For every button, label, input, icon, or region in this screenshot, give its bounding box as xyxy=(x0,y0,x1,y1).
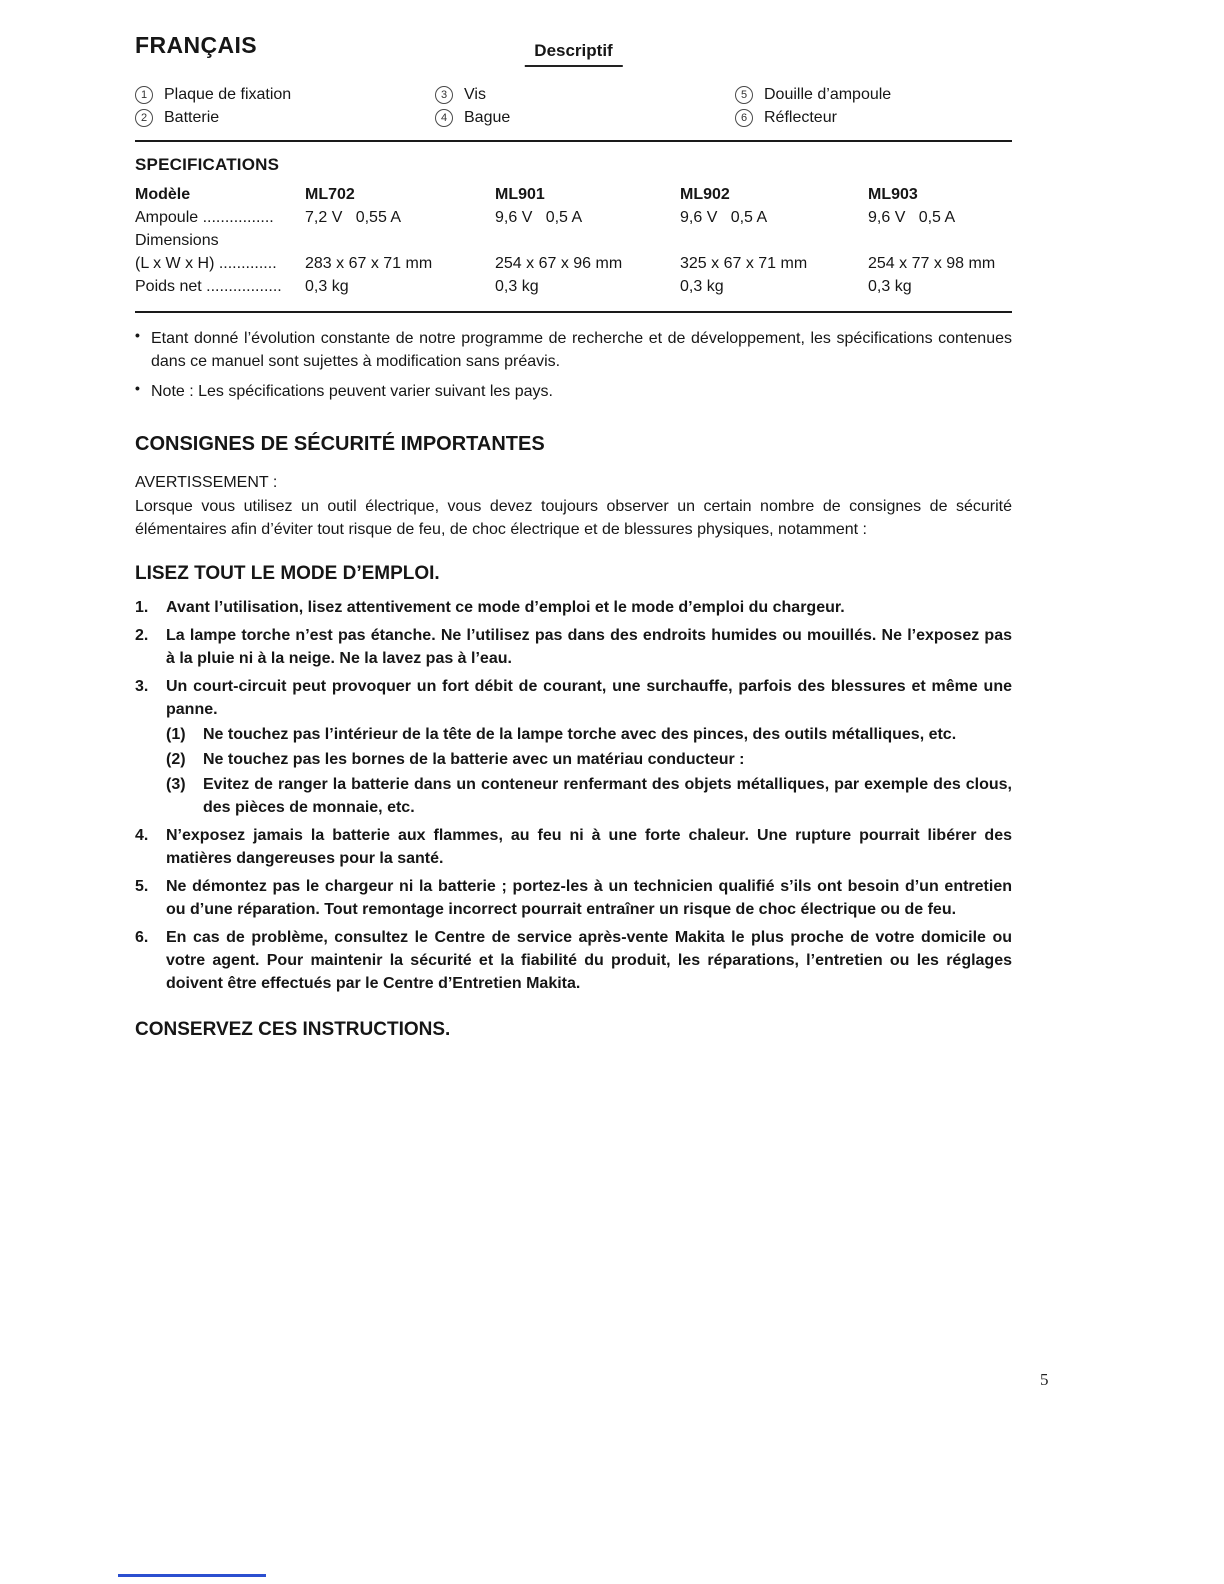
list-item xyxy=(135,596,1012,619)
specification-notes xyxy=(135,327,1012,403)
table-header-cell: ML901 xyxy=(495,186,545,203)
list-item-number: 6. xyxy=(135,929,149,946)
safety-heading: CONSIGNES DE SÉCURITÉ IMPORTANTES xyxy=(135,433,545,455)
list-item xyxy=(135,824,1012,870)
part-label: Bague xyxy=(464,109,511,126)
sub-item-number: (3) xyxy=(166,776,186,793)
table-cell: Ampoule ................ xyxy=(135,209,274,226)
table-cell: 9,6 V 0,5 A xyxy=(495,209,583,226)
table-cell xyxy=(680,229,868,252)
part-item xyxy=(435,86,735,104)
read-instructions-heading: LISEZ TOUT LE MODE D’EMPLOI. xyxy=(135,563,440,584)
table-header-row xyxy=(135,183,1012,206)
sub-list-item xyxy=(166,748,1012,771)
list-item-text: Ne démontez pas le chargeur ni la batterie ; portez-les à un technicien qualifié s’ils ont besoin d’un entretien ou d’une réparation. Tout remontage incorrect pourrait entraîner un risque de choc électrique ou de feu. xyxy=(166,878,1012,918)
circled-number-icon: 5 xyxy=(735,86,753,104)
table-cell: 0,3 kg xyxy=(868,278,912,295)
horizontal-rule xyxy=(135,311,1012,313)
list-item-number: 3. xyxy=(135,678,149,695)
list-item-number: 1. xyxy=(135,599,149,616)
sub-list-item xyxy=(166,723,1012,746)
table-row xyxy=(135,206,1012,229)
part-item xyxy=(735,86,1012,104)
sub-item-text: Ne touchez pas les bornes de la batterie avec un matériau conducteur : xyxy=(203,751,745,768)
specifications-table xyxy=(135,183,1012,298)
sub-item-number: (2) xyxy=(166,751,186,768)
list-item-number: 4. xyxy=(135,827,149,844)
list-item xyxy=(135,875,1012,921)
table-header-cell: ML903 xyxy=(868,186,918,203)
document-header xyxy=(135,32,1012,78)
note-text: Etant donné l’évolution constante de notre programme de recherche et de développement, les spécifications contenues dans ce manuel sont sujettes à modification sans préavis. xyxy=(151,330,1012,370)
list-item xyxy=(135,675,1012,819)
page-number: 5 xyxy=(1040,1370,1049,1389)
parts-legend xyxy=(135,86,1012,127)
table-row xyxy=(135,229,1012,252)
table-row xyxy=(135,252,1012,275)
table-cell: 9,6 V 0,5 A xyxy=(868,209,956,226)
table-cell: 0,3 kg xyxy=(305,278,349,295)
circled-number-icon: 3 xyxy=(435,86,453,104)
part-label: Plaque de fixation xyxy=(164,86,292,103)
sub-item-text: Ne touchez pas l’intérieur de la tête de la lampe torche avec des pinces, des outils métalliques, etc. xyxy=(203,726,957,743)
horizontal-rule xyxy=(135,140,1012,142)
table-cell: (L x W x H) ............. xyxy=(135,255,277,272)
part-item xyxy=(735,109,1012,127)
table-cell: 254 x 67 x 96 mm xyxy=(495,255,623,272)
table-header-cell: Modèle xyxy=(135,186,191,203)
table-cell: 325 x 67 x 71 mm xyxy=(680,255,808,272)
part-label: Batterie xyxy=(164,109,220,126)
list-item-text: La lampe torche n’est pas étanche. Ne l’utilisez pas dans des endroits humides ou mouillés. Ne l’exposez pas à la pluie ni à la neige. Ne la lavez pas à l’eau. xyxy=(166,627,1012,667)
note-item xyxy=(135,327,1012,373)
circled-number-icon: 6 xyxy=(735,109,753,127)
table-row xyxy=(135,275,1012,298)
table-cell: 254 x 77 x 98 mm xyxy=(868,255,996,272)
save-instructions-heading: CONSERVEZ CES INSTRUCTIONS. xyxy=(135,1019,451,1040)
circled-number-icon: 2 xyxy=(135,109,153,127)
language-heading: FRANÇAIS xyxy=(135,32,258,58)
table-cell xyxy=(305,229,495,252)
part-item xyxy=(135,109,435,127)
list-item-number: 2. xyxy=(135,627,149,644)
descriptif-title: Descriptif xyxy=(524,41,622,67)
warning-text: Lorsque vous utilisez un outil électrique, vous devez toujours observer un certain nombre de consignes de sécurité élémentaires afin d’éviter tout risque de feu, de choc électrique et de blessures physiques, notamment : xyxy=(135,498,1012,538)
table-cell xyxy=(495,229,680,252)
scan-artifact-line xyxy=(118,1574,266,1577)
table-header-cell: ML902 xyxy=(680,186,730,203)
document-page xyxy=(135,32,1012,1041)
part-item xyxy=(435,109,735,127)
bullet-icon: • xyxy=(135,380,140,396)
list-item-text: Un court-circuit peut provoquer un fort débit de courant, une surchauffe, parfois des blessures et même une panne. xyxy=(166,678,1012,718)
list-item-text: N’exposez jamais la batterie aux flammes, au feu ni à une forte chaleur. Une rupture pourrait libérer des matières dangereuses pour la santé. xyxy=(166,827,1012,867)
table-cell xyxy=(868,229,1012,252)
list-item-text: Avant l’utilisation, lisez attentivement ce mode d’emploi et le mode d’emploi du chargeur. xyxy=(166,599,845,616)
part-item xyxy=(135,86,435,104)
part-label: Douille d’ampoule xyxy=(764,86,892,103)
circled-number-icon: 4 xyxy=(435,109,453,127)
list-item xyxy=(135,624,1012,670)
list-item-text: En cas de problème, consultez le Centre de service après-vente Makita le plus proche de votre domicile ou votre agent. Pour maintenir la sécurité et la fiabilité du produit, les réparations, l’entretien ou les réglages doivent être effectués par le Centre d’Entretien Makita. xyxy=(166,929,1012,992)
part-label: Réflecteur xyxy=(764,109,837,126)
specifications-heading: SPECIFICATIONS xyxy=(135,155,280,174)
table-cell: 9,6 V 0,5 A xyxy=(680,209,768,226)
table-cell: 283 x 67 x 71 mm xyxy=(305,255,433,272)
sub-list-item xyxy=(166,773,1012,819)
sub-item-number: (1) xyxy=(166,726,186,743)
note-text: Note : Les spécifications peuvent varier suivant les pays. xyxy=(151,383,553,400)
part-label: Vis xyxy=(464,86,486,103)
instructions-list xyxy=(135,596,1012,995)
table-cell: 7,2 V 0,55 A xyxy=(305,209,402,226)
table-cell: Poids net ................. xyxy=(135,278,282,295)
note-item xyxy=(135,380,1012,403)
sub-list xyxy=(166,723,1012,819)
table-header-cell: ML702 xyxy=(305,186,355,203)
list-item xyxy=(135,926,1012,995)
table-cell: Dimensions xyxy=(135,232,219,249)
list-item-number: 5. xyxy=(135,878,149,895)
table-cell: 0,3 kg xyxy=(680,278,724,295)
circled-number-icon: 1 xyxy=(135,86,153,104)
table-cell: 0,3 kg xyxy=(495,278,539,295)
sub-item-text: Evitez de ranger la batterie dans un conteneur renfermant des objets métalliques, par exemple des clous, des pièces de monnaie, etc. xyxy=(203,776,1012,816)
bullet-icon: • xyxy=(135,327,140,343)
warning-label: AVERTISSEMENT : xyxy=(135,474,278,491)
